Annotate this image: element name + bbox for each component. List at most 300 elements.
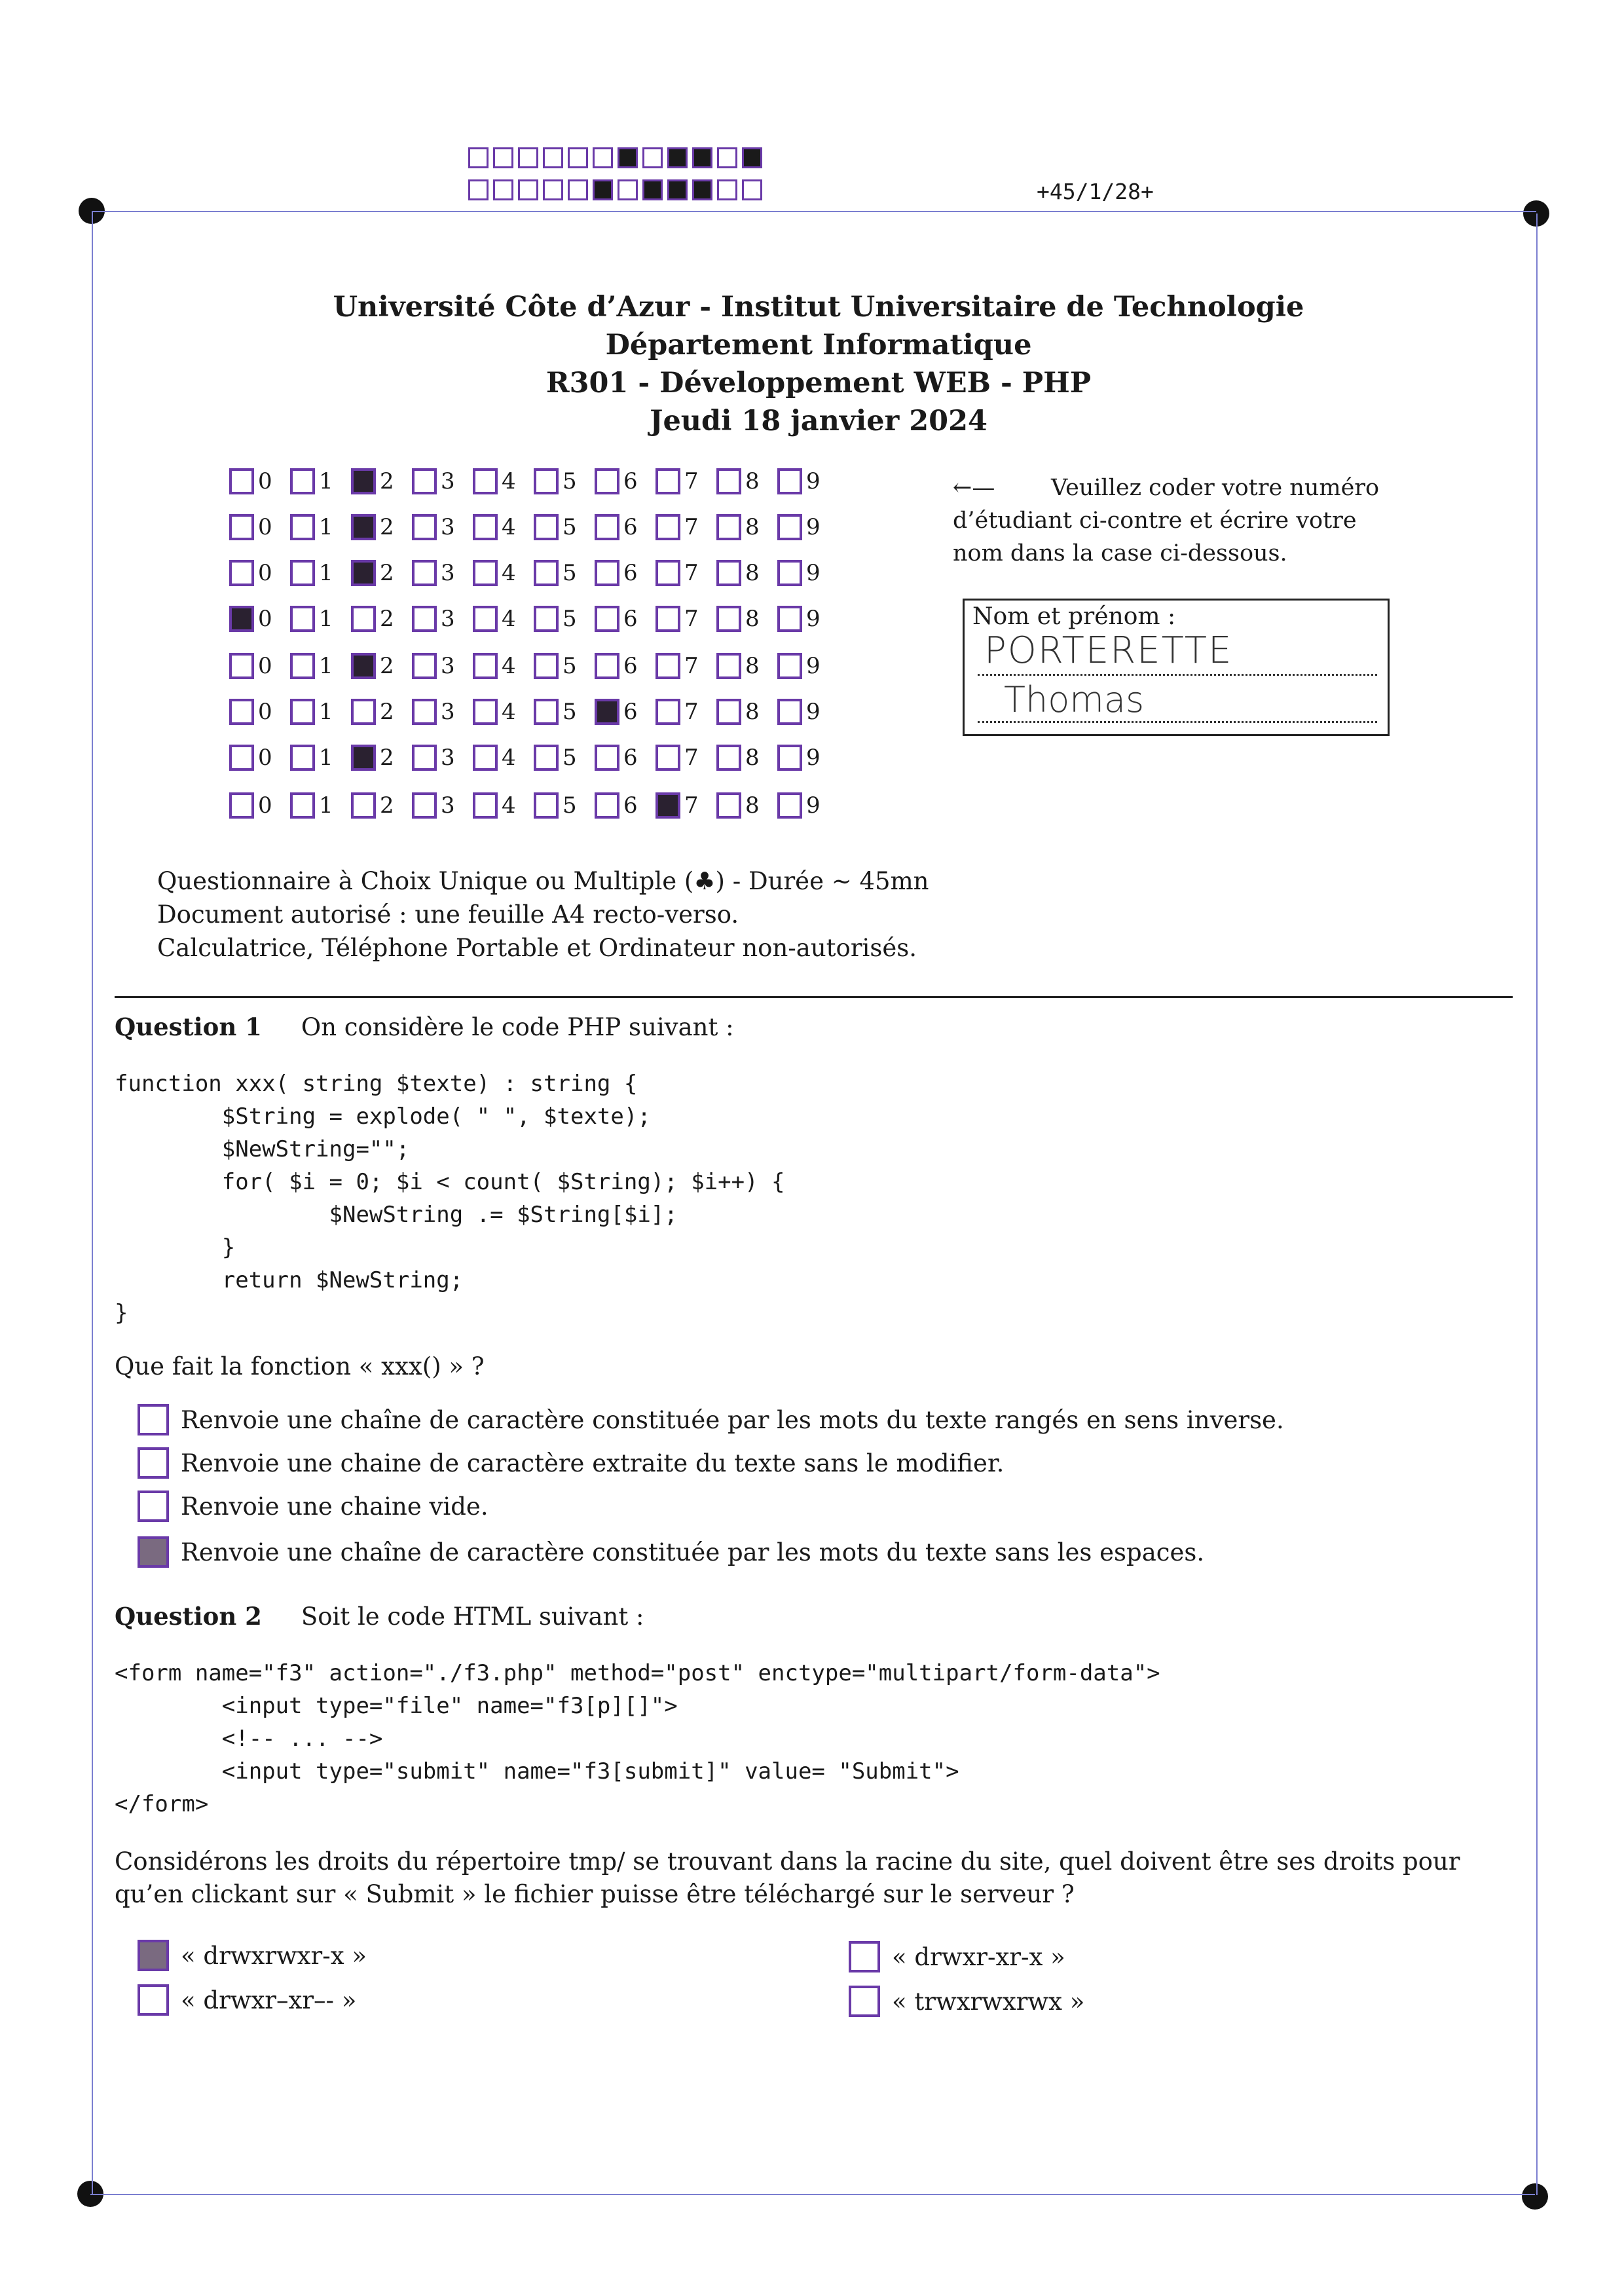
id-digit-option[interactable] — [229, 468, 290, 494]
id-digit-option[interactable] — [351, 792, 412, 819]
id-checkbox[interactable] — [716, 606, 741, 632]
id-checkbox[interactable] — [351, 745, 376, 771]
question-2-number: Question 2 — [115, 1602, 262, 1631]
id-checkbox[interactable] — [655, 792, 680, 819]
q1-choice-2[interactable] — [138, 1447, 1004, 1479]
id-checkbox[interactable] — [412, 699, 437, 725]
id-digit-option[interactable] — [473, 699, 534, 725]
q1-choice-2-label: Renvoie une chaine de caractère extraite du texte sans le modifier. — [181, 1449, 1005, 1477]
code-cell — [742, 179, 762, 200]
instructions-text: Veuillez coder votre numéro d’étudiant ci-contre et écrire votre nom dans la case ci-dessous. — [953, 475, 1380, 566]
id-digit-option[interactable] — [534, 560, 595, 586]
id-digit-label: 9 — [806, 745, 821, 771]
id-digit-option[interactable] — [412, 560, 473, 586]
id-digit-label: 2 — [380, 514, 394, 540]
student-id-row — [229, 745, 838, 771]
id-digit-option[interactable] — [229, 560, 290, 586]
id-digit-label: 4 — [502, 468, 516, 494]
id-digit-label: 3 — [441, 468, 455, 494]
question-2-prompt: Considérons les droits du répertoire tmp/ se trouvant dans la racine du site, quel doivent être ses droits pour qu’en clickant sur « Submit » le fichier puisse être téléchargé sur le serveur ? — [115, 1847, 1460, 1908]
id-digit-label: 6 — [623, 792, 638, 819]
id-digit-option[interactable] — [655, 560, 716, 586]
id-digit-label: 3 — [441, 745, 455, 771]
id-digit-label: 2 — [380, 468, 394, 494]
id-digit-label: 6 — [623, 560, 638, 586]
code-cell — [543, 179, 563, 200]
id-digit-label: 4 — [502, 745, 516, 771]
handwritten-firstname: Thomas — [1004, 679, 1145, 720]
q2-choice-4-label: « trwxrwxrwx » — [892, 1987, 1085, 2016]
id-checkbox[interactable] — [595, 560, 619, 586]
id-digit-option[interactable] — [473, 792, 534, 819]
q1-choice-1-label: Renvoie une chaîne de caractère constituée par les mots du texte rangés en sens inverse. — [181, 1405, 1284, 1434]
id-checkbox[interactable] — [229, 514, 254, 540]
code-cell — [717, 147, 737, 168]
code-cell — [468, 147, 489, 168]
id-checkbox[interactable] — [777, 560, 802, 586]
id-digit-option[interactable] — [290, 514, 351, 540]
id-checkbox[interactable] — [595, 745, 619, 771]
id-digit-option[interactable] — [595, 745, 655, 771]
id-digit-label: 6 — [623, 514, 638, 540]
id-digit-label: 2 — [380, 560, 394, 586]
id-digit-option[interactable] — [534, 514, 595, 540]
id-digit-label: 5 — [563, 606, 577, 632]
id-digit-option[interactable] — [777, 699, 838, 725]
id-digit-option[interactable] — [351, 745, 412, 771]
id-digit-label: 1 — [319, 560, 333, 586]
id-digit-label: 6 — [623, 699, 638, 725]
id-digit-label: 9 — [806, 699, 821, 725]
header-department: Département Informatique — [605, 329, 1032, 361]
code-cell — [742, 147, 762, 168]
id-digit-option[interactable] — [229, 606, 290, 632]
id-digit-label: 2 — [380, 792, 394, 819]
q1-checkbox-1[interactable] — [138, 1404, 169, 1435]
id-checkbox[interactable] — [290, 745, 315, 771]
id-checkbox[interactable] — [229, 699, 254, 725]
id-digit-option[interactable] — [777, 560, 838, 586]
id-digit-option[interactable] — [534, 653, 595, 679]
q2-choice-4[interactable] — [849, 1986, 1084, 2017]
id-digit-label: 1 — [319, 606, 333, 632]
code-cell — [568, 179, 588, 200]
id-digit-label: 7 — [684, 560, 699, 586]
id-checkbox[interactable] — [229, 745, 254, 771]
id-digit-option[interactable] — [777, 792, 838, 819]
id-checkbox[interactable] — [777, 653, 802, 679]
id-checkbox[interactable] — [716, 792, 741, 819]
header-date: Jeudi 18 janvier 2024 — [650, 405, 987, 437]
id-checkbox[interactable] — [534, 468, 559, 494]
id-digit-option[interactable] — [777, 653, 838, 679]
id-checkbox[interactable] — [716, 468, 741, 494]
id-digit-label: 2 — [380, 745, 394, 771]
id-checkbox[interactable] — [534, 745, 559, 771]
id-digit-option[interactable] — [716, 792, 777, 819]
id-digit-option[interactable] — [412, 514, 473, 540]
id-checkbox[interactable] — [351, 560, 376, 586]
q2-choice-2-label: « drwxr-xr-x » — [892, 1942, 1065, 1971]
id-checkbox[interactable] — [534, 699, 559, 725]
id-checkbox[interactable] — [534, 560, 559, 586]
q2-choice-3-label: « drwxr–xr–- » — [181, 1986, 357, 2014]
id-digit-label: 0 — [258, 468, 272, 494]
id-digit-option[interactable] — [534, 468, 595, 494]
id-checkbox[interactable] — [290, 792, 315, 819]
id-digit-option[interactable] — [716, 468, 777, 494]
id-digit-option[interactable] — [655, 514, 716, 540]
id-checkbox[interactable] — [473, 653, 498, 679]
id-digit-label: 6 — [623, 468, 638, 494]
id-digit-option[interactable] — [534, 792, 595, 819]
id-checkbox[interactable] — [534, 606, 559, 632]
q1-checkbox-4[interactable] — [138, 1536, 169, 1568]
id-digit-option[interactable] — [655, 606, 716, 632]
id-digit-label: 8 — [745, 468, 760, 494]
id-checkbox[interactable] — [412, 745, 437, 771]
id-digit-label: 6 — [623, 606, 638, 632]
id-digit-label: 3 — [441, 514, 455, 540]
student-id-row — [229, 560, 838, 586]
id-digit-label: 0 — [258, 560, 272, 586]
q1-checkbox-2[interactable] — [138, 1447, 169, 1479]
id-checkbox[interactable] — [473, 560, 498, 586]
id-checkbox[interactable] — [655, 653, 680, 679]
id-checkbox[interactable] — [412, 606, 437, 632]
id-checkbox[interactable] — [655, 606, 680, 632]
id-digit-option[interactable] — [595, 653, 655, 679]
frame-left — [92, 211, 93, 2194]
q1-choice-4[interactable] — [138, 1536, 1204, 1568]
id-digit-label: 5 — [563, 514, 577, 540]
id-digit-label: 8 — [745, 745, 760, 771]
id-digit-option[interactable] — [777, 745, 838, 771]
id-digit-label: 8 — [745, 560, 760, 586]
code-cell — [593, 179, 613, 200]
id-checkbox[interactable] — [777, 792, 802, 819]
id-digit-option[interactable] — [473, 514, 534, 540]
id-digit-label: 4 — [502, 560, 516, 586]
id-checkbox[interactable] — [229, 792, 254, 819]
id-digit-label: 4 — [502, 699, 516, 725]
id-digit-option[interactable] — [412, 468, 473, 494]
student-id-row — [229, 468, 838, 494]
id-checkbox[interactable] — [595, 514, 619, 540]
id-digit-option[interactable] — [777, 606, 838, 632]
id-checkbox[interactable] — [351, 606, 376, 632]
name-line-2 — [978, 721, 1377, 723]
code-cell — [618, 179, 638, 200]
id-checkbox[interactable] — [412, 514, 437, 540]
id-digit-option[interactable] — [412, 606, 473, 632]
id-checkbox[interactable] — [351, 468, 376, 494]
id-digit-option[interactable] — [290, 560, 351, 586]
id-checkbox[interactable] — [473, 699, 498, 725]
id-checkbox[interactable] — [595, 653, 619, 679]
q2-choice-2[interactable] — [849, 1941, 1065, 1972]
id-checkbox[interactable] — [412, 792, 437, 819]
code-cell — [618, 147, 638, 168]
id-checkbox[interactable] — [534, 792, 559, 819]
id-digit-label: 5 — [563, 745, 577, 771]
id-digit-label: 7 — [684, 653, 699, 679]
id-digit-label: 0 — [258, 653, 272, 679]
id-digit-option[interactable] — [351, 699, 412, 725]
id-digit-option[interactable] — [473, 606, 534, 632]
question-1-number: Question 1 — [115, 1012, 262, 1041]
page-code: +45/1/28+ — [1037, 179, 1154, 204]
id-checkbox[interactable] — [290, 699, 315, 725]
id-checkbox[interactable] — [473, 606, 498, 632]
code-cell — [593, 147, 613, 168]
id-digit-option[interactable] — [229, 699, 290, 725]
name-box-label: Nom et prénom : — [972, 603, 1176, 630]
id-checkbox[interactable] — [777, 606, 802, 632]
id-digit-option[interactable] — [595, 560, 655, 586]
id-checkbox[interactable] — [229, 468, 254, 494]
q1-choice-4-label: Renvoie une chaîne de caractère constituée par les mots du texte sans les espaces. — [181, 1538, 1205, 1566]
id-digit-label: 1 — [319, 653, 333, 679]
id-digit-option[interactable] — [534, 606, 595, 632]
id-checkbox[interactable] — [595, 468, 619, 494]
id-digit-label: 5 — [563, 468, 577, 494]
id-digit-option[interactable] — [290, 606, 351, 632]
student-id-row — [229, 653, 838, 679]
id-digit-label: 3 — [441, 560, 455, 586]
id-digit-label: 4 — [502, 653, 516, 679]
id-checkbox[interactable] — [595, 792, 619, 819]
id-checkbox[interactable] — [412, 468, 437, 494]
id-digit-option[interactable] — [473, 468, 534, 494]
id-checkbox[interactable] — [655, 745, 680, 771]
id-digit-label: 7 — [684, 792, 699, 819]
code-cell — [518, 179, 538, 200]
question-2-title — [115, 1602, 644, 1631]
id-digit-option[interactable] — [595, 699, 655, 725]
id-digit-label: 4 — [502, 792, 516, 819]
id-checkbox[interactable] — [595, 699, 619, 725]
q2-choice-1[interactable] — [138, 1940, 367, 1971]
id-checkbox[interactable] — [534, 514, 559, 540]
id-checkbox[interactable] — [473, 745, 498, 771]
student-id-row — [229, 514, 838, 540]
id-digit-label: 5 — [563, 560, 577, 586]
question-1-code: function xxx( string $texte) : string { $String = explode( " ", $texte); $NewString=""; for( $i = 0; $i < count( $String); $i++) { $NewString .= $String[$i]; } return $NewString; } — [115, 1071, 785, 1326]
exam-info — [157, 864, 929, 965]
id-digit-option[interactable] — [595, 792, 655, 819]
id-digit-label: 9 — [806, 606, 821, 632]
id-checkbox[interactable] — [716, 699, 741, 725]
q1-choice-1[interactable] — [138, 1404, 1284, 1435]
id-digit-label: 2 — [380, 606, 394, 632]
id-checkbox[interactable] — [412, 560, 437, 586]
id-checkbox[interactable] — [229, 653, 254, 679]
id-digit-option[interactable] — [351, 606, 412, 632]
id-digit-option[interactable] — [716, 514, 777, 540]
id-checkbox[interactable] — [229, 560, 254, 586]
id-checkbox[interactable] — [290, 653, 315, 679]
id-digit-option[interactable] — [351, 560, 412, 586]
separator-rule — [115, 996, 1513, 998]
q2-checkbox-3[interactable] — [138, 1984, 169, 2016]
id-checkbox[interactable] — [534, 653, 559, 679]
code-cell — [493, 179, 513, 200]
id-checkbox[interactable] — [351, 699, 376, 725]
id-checkbox[interactable] — [777, 468, 802, 494]
id-digit-option[interactable] — [290, 653, 351, 679]
id-digit-option[interactable] — [655, 653, 716, 679]
question-1-intro: On considère le code PHP suivant : — [301, 1013, 734, 1041]
id-digit-label: 8 — [745, 514, 760, 540]
id-digit-option[interactable] — [412, 745, 473, 771]
header-university: Université Côte d’Azur - Institut Universitaire de Technologie — [333, 291, 1304, 324]
id-digit-option[interactable] — [716, 699, 777, 725]
id-digit-option[interactable] — [473, 560, 534, 586]
id-digit-option[interactable] — [595, 468, 655, 494]
code-cell — [642, 147, 663, 168]
id-digit-label: 3 — [441, 606, 455, 632]
id-digit-option[interactable] — [534, 699, 595, 725]
id-checkbox[interactable] — [412, 653, 437, 679]
id-digit-label: 7 — [684, 745, 699, 771]
id-digit-option[interactable] — [290, 699, 351, 725]
id-digit-label: 6 — [623, 653, 638, 679]
id-digit-label: 9 — [806, 514, 821, 540]
id-digit-option[interactable] — [473, 745, 534, 771]
id-digit-option[interactable] — [716, 560, 777, 586]
id-digit-option[interactable] — [290, 468, 351, 494]
id-checkbox[interactable] — [351, 653, 376, 679]
id-checkbox[interactable] — [655, 514, 680, 540]
q2-choice-3[interactable] — [138, 1984, 356, 2016]
id-digit-label: 0 — [258, 514, 272, 540]
id-digit-option[interactable] — [412, 699, 473, 725]
question-1-prompt: Que fait la fonction « xxx() » ? — [115, 1352, 485, 1380]
id-digit-option[interactable] — [290, 792, 351, 819]
id-digit-option[interactable] — [351, 653, 412, 679]
id-digit-label: 3 — [441, 699, 455, 725]
id-checkbox[interactable] — [290, 468, 315, 494]
id-digit-option[interactable] — [777, 514, 838, 540]
id-digit-option[interactable] — [655, 468, 716, 494]
id-digit-label: 1 — [319, 792, 333, 819]
id-checkbox[interactable] — [473, 514, 498, 540]
id-digit-option[interactable] — [229, 653, 290, 679]
id-checkbox[interactable] — [716, 745, 741, 771]
id-digit-option[interactable] — [716, 653, 777, 679]
id-checkbox[interactable] — [290, 560, 315, 586]
id-digit-option[interactable] — [290, 745, 351, 771]
id-checkbox[interactable] — [777, 699, 802, 725]
code-cell — [667, 147, 688, 168]
id-digit-option[interactable] — [412, 792, 473, 819]
id-digit-option[interactable] — [777, 468, 838, 494]
id-checkbox[interactable] — [716, 560, 741, 586]
id-digit-option[interactable] — [655, 699, 716, 725]
id-digit-label: 0 — [258, 606, 272, 632]
id-checkbox[interactable] — [655, 560, 680, 586]
id-digit-label: 5 — [563, 653, 577, 679]
id-checkbox[interactable] — [351, 514, 376, 540]
id-digit-label: 9 — [806, 653, 821, 679]
id-checkbox[interactable] — [655, 699, 680, 725]
id-checkbox[interactable] — [290, 606, 315, 632]
id-digit-label: 6 — [623, 745, 638, 771]
name-box[interactable] — [963, 599, 1390, 736]
code-cell — [692, 147, 712, 168]
id-checkbox[interactable] — [655, 468, 680, 494]
q2-checkbox-2[interactable] — [849, 1941, 880, 1972]
id-digit-label: 4 — [502, 514, 516, 540]
q2-choice-1-label: « drwxrwxr-x » — [181, 1941, 367, 1970]
code-cell — [667, 179, 688, 200]
id-digit-label: 3 — [441, 792, 455, 819]
id-checkbox[interactable] — [716, 653, 741, 679]
q2-checkbox-1[interactable] — [138, 1940, 169, 1971]
id-digit-option[interactable] — [595, 514, 655, 540]
id-digit-option[interactable] — [229, 514, 290, 540]
frame-top — [92, 211, 1536, 212]
id-digit-label: 8 — [745, 653, 760, 679]
id-digit-label: 9 — [806, 792, 821, 819]
id-digit-option[interactable] — [473, 653, 534, 679]
id-instructions — [953, 472, 1405, 570]
id-digit-option[interactable] — [229, 792, 290, 819]
q1-choice-3[interactable] — [138, 1491, 489, 1522]
id-digit-option[interactable] — [595, 606, 655, 632]
id-checkbox[interactable] — [290, 514, 315, 540]
id-checkbox[interactable] — [351, 792, 376, 819]
id-digit-label: 8 — [745, 699, 760, 725]
exam-info-line-2: Document autorisé : une feuille A4 recto-verso. — [157, 900, 739, 929]
question-1-title — [115, 1012, 734, 1041]
question-2-intro: Soit le code HTML suivant : — [301, 1602, 644, 1631]
id-digit-option[interactable] — [716, 606, 777, 632]
id-checkbox[interactable] — [473, 792, 498, 819]
id-checkbox[interactable] — [777, 514, 802, 540]
id-digit-label: 0 — [258, 699, 272, 725]
id-digit-option[interactable] — [412, 653, 473, 679]
frame-bottom — [90, 2194, 1535, 2195]
id-digit-label: 7 — [684, 514, 699, 540]
id-digit-option[interactable] — [351, 468, 412, 494]
id-digit-option[interactable] — [655, 745, 716, 771]
id-checkbox[interactable] — [595, 606, 619, 632]
id-digit-label: 0 — [258, 745, 272, 771]
id-digit-label: 9 — [806, 468, 821, 494]
code-cell — [642, 179, 663, 200]
id-digit-option[interactable] — [229, 745, 290, 771]
left-arrow-icon: ←— — [953, 475, 995, 501]
id-checkbox[interactable] — [229, 606, 254, 632]
id-digit-label: 9 — [806, 560, 821, 586]
id-checkbox[interactable] — [473, 468, 498, 494]
id-digit-option[interactable] — [351, 514, 412, 540]
id-checkbox[interactable] — [716, 514, 741, 540]
id-digit-label: 1 — [319, 745, 333, 771]
id-digit-option[interactable] — [534, 745, 595, 771]
q2-checkbox-4[interactable] — [849, 1986, 880, 2017]
frame-right — [1536, 213, 1538, 2195]
id-digit-option[interactable] — [655, 792, 716, 819]
q1-checkbox-3[interactable] — [138, 1491, 169, 1522]
id-checkbox[interactable] — [777, 745, 802, 771]
id-digit-option[interactable] — [716, 745, 777, 771]
id-digit-label: 8 — [745, 792, 760, 819]
code-cell — [518, 147, 538, 168]
code-cell — [543, 147, 563, 168]
